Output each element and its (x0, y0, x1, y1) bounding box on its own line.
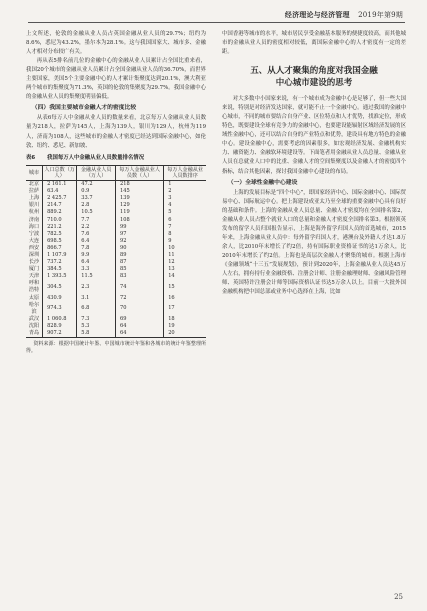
city-cell: 沈阳 (26, 323, 43, 330)
value-cell: 782.5 (43, 231, 77, 238)
table-row (26, 209, 206, 216)
city-cell: 济南 (26, 217, 43, 224)
table-row (26, 316, 206, 323)
value-cell: 85 (116, 266, 164, 273)
value-cell: 70 (116, 302, 164, 316)
value-cell: 221.2 (43, 224, 77, 231)
value-cell: 72 (116, 295, 164, 302)
paragraph: 上海的发展目标是“四个中心”，即国家经济中心、国际金融中心、国际贸易中心、国际航运中心。把上海建设成亚太乃至全球的重要金融中心具有良好的基础和条件。上海的金融从业人员总量、金融人才密度均在全国排名第2，金融从业人员占整个就业人口的总量和金融人才密度全国排名第3。根据领英发布的留学人员归国报告显示，上海是海外留学归国人员的首选城市，2015年来，上海金融从业人员中：每外留学归国人才，港澳台及外籍人才达1.8万余人，比2010年末增长了约2倍，持有国际职业资格证书的达1万余人，比2010年末增长了约2倍。上海也是高层次金融人才聚集的城市。根据上海市《金融领域“十三五”发展规划》，预计到2020年，上海金融从业人员达45万人左右，拥有持行业金融资格、注册会计师、注册金融理财师、金融风险管理师、英国特许注册会计师等国际资格认证书达5万余人以上。目前一大批外国金融机构把中国总部或业务中心选择在上海，比如 (222, 189, 406, 296)
value-cell: 5.8 (77, 330, 116, 338)
value-cell: 384.5 (43, 266, 77, 273)
value-cell: 47.2 (77, 181, 116, 189)
table-source-note: 资料来源：根据中国统计年鉴、中国城市统计年鉴和各城市的统计年鉴整理所得。 (26, 341, 206, 355)
value-cell: 20 (164, 330, 206, 338)
city-cell: 深圳 (26, 252, 43, 259)
value-cell: 7.3 (77, 316, 116, 323)
running-head (285, 10, 403, 20)
value-cell: 5.3 (77, 323, 116, 330)
value-cell: 89 (116, 252, 164, 259)
city-cell: 武汉 (26, 316, 43, 323)
column-header: 金融从业人员（万人） (77, 165, 116, 180)
value-cell: 69 (116, 316, 164, 323)
value-cell: 304.5 (43, 280, 77, 294)
section-title-line: 五、从人才聚集的角度对我国金融 (250, 66, 378, 77)
right-column (222, 30, 406, 297)
value-cell: 17 (168, 305, 175, 312)
value-cell: 8 (168, 230, 172, 237)
value-cell: 6.8 (77, 302, 116, 316)
city-cell: 太原 (26, 295, 43, 302)
value-cell: 16 (168, 294, 175, 301)
column-header: 每万人金融从业人员数（人） (116, 165, 164, 180)
value-cell: 3 (168, 195, 172, 202)
city-cell: 拉萨 (26, 188, 43, 195)
value-cell: 145 (116, 188, 164, 195)
header-rule (28, 22, 405, 23)
value-cell: 2 425.7 (43, 195, 77, 202)
table-caption (26, 154, 206, 163)
value-cell: 11 (168, 252, 175, 258)
value-cell: 9.9 (77, 252, 116, 259)
value-cell: 13 (168, 266, 175, 273)
value-cell: 10.5 (77, 209, 116, 216)
value-cell: 6.4 (77, 238, 116, 245)
value-cell: 828.9 (43, 323, 77, 330)
value-cell: 18 (168, 315, 175, 322)
column-header: 人口总数（万人） (44, 166, 75, 179)
value-cell: 108 (116, 217, 164, 224)
table-number: 表6 (26, 154, 36, 161)
value-cell: 907.2 (43, 330, 77, 338)
value-cell: 218 (116, 181, 164, 189)
value-cell: 139 (116, 195, 164, 202)
city-cell: 青岛 (26, 330, 43, 338)
value-cell: 889.2 (43, 209, 77, 216)
value-cell: 90 (116, 245, 164, 252)
table-row (26, 252, 206, 259)
subsection-heading: （一）全球性金融中心建设 (227, 179, 298, 186)
table-row (26, 202, 206, 209)
value-cell: 6 (168, 216, 172, 223)
table-row (26, 181, 206, 189)
value-cell: 2.2 (77, 224, 116, 231)
value-cell: 698.5 (43, 238, 77, 245)
table-row (26, 231, 206, 238)
section-title (222, 65, 406, 89)
value-cell: 12 (168, 259, 175, 266)
value-cell: 430.9 (43, 295, 77, 302)
paragraph: 上文所述，伦敦的金融从业人员占英国金融从业人员的29.7%；纽约为8.6%，悉尼为43.2%，墨尔本为28.1%。这与我国国家大、城市多、金融人才相对分布较广有关。 (26, 31, 206, 56)
city-cell: 海口 (26, 224, 43, 231)
value-cell: 1 107.9 (43, 252, 77, 259)
issue-label: 2019年第9期 (358, 11, 403, 19)
value-cell: 7 (168, 223, 172, 230)
value-cell: 99 (116, 224, 164, 231)
value-cell: 2 161.1 (43, 181, 77, 189)
city-cell: 北京 (26, 181, 43, 189)
value-cell: 87 (116, 259, 164, 266)
city-cell: 杭州 (26, 209, 43, 216)
value-cell: 7.8 (77, 245, 116, 252)
table-row (26, 238, 206, 245)
table-row (26, 323, 206, 330)
city-cell: 宁波 (26, 231, 43, 238)
table-row (26, 195, 206, 202)
city-cell: 上海 (26, 195, 43, 202)
table-body (26, 181, 206, 338)
table-row (26, 188, 206, 195)
value-cell: 63.4 (43, 188, 77, 195)
finance-staff-table (26, 165, 206, 338)
value-cell: 7.7 (77, 217, 116, 224)
value-cell: 4 (168, 202, 172, 209)
left-column (26, 30, 206, 355)
value-cell: 92 (116, 238, 164, 245)
paragraph: 再从表5排名前几位的金融中心的金融从业人员累计占全国比重来看，我国20个城市的金融从业人员累计占全国金融从业人员的36.70%，而世界主要国家，美国5个主要金融中心的人才累计集聚度达到20.1%，澳大利亚两个城市的集聚度为71.3%，英国的伦敦的集聚度为29.7%。我国金融中心的金融从业人员的集聚度明显偏低。 (26, 58, 206, 101)
column-header: 城市 (26, 165, 43, 180)
value-cell: 7.6 (77, 231, 116, 238)
city-cell: 大连 (26, 238, 43, 245)
value-cell: 64 (116, 323, 164, 330)
value-cell: 64 (116, 330, 164, 338)
city-cell: 长沙 (26, 259, 43, 266)
value-cell: 1 060.8 (43, 316, 77, 323)
city-cell: 西安 (26, 245, 43, 252)
value-cell: 97 (116, 231, 164, 238)
value-cell: 1 393.5 (43, 273, 77, 280)
value-cell: 10 (168, 244, 175, 251)
table-row (26, 280, 206, 294)
value-cell: 710.0 (43, 217, 77, 224)
city-cell: 厦门 (26, 266, 43, 273)
journal-name: 经济理论与经济管理 (284, 10, 350, 19)
value-cell: 0.9 (77, 188, 116, 195)
value-cell: 866.7 (43, 245, 77, 252)
value-cell: 9 (168, 237, 172, 244)
value-cell: 6.4 (77, 259, 116, 266)
table-header-row (26, 165, 206, 180)
table-row (26, 266, 206, 273)
table-row (26, 245, 206, 252)
page-number: 25 (394, 593, 403, 601)
value-cell: 119 (116, 209, 164, 216)
value-cell: 5 (168, 209, 172, 216)
table-row (26, 217, 206, 224)
value-cell: 214.7 (43, 202, 77, 209)
table-row (26, 302, 206, 316)
city-cell: 呼和浩特 (26, 280, 43, 294)
column-header: 每万人金融从业人员数排序 (164, 165, 206, 180)
city-cell: 银川 (26, 202, 43, 209)
table-row (26, 330, 206, 338)
paragraph: 中国香港等城市的水平，城市居民享受金融基本服务的便捷度较高，而其他城市的金融从业人员的密度相对较低，离国际金融中心的人才密度有一定的差距。 (222, 31, 406, 56)
value-cell: 1 (168, 181, 172, 188)
value-cell: 2 (168, 188, 172, 195)
city-cell: 天津 (26, 273, 43, 280)
section-title-line: 中心城市建设的思考 (275, 78, 353, 89)
value-cell: 3.3 (77, 266, 116, 273)
value-cell: 11.5 (77, 273, 116, 280)
value-cell: 2.3 (77, 280, 116, 294)
value-cell: 83 (116, 273, 164, 280)
value-cell: 974.3 (43, 302, 77, 316)
value-cell: 15 (168, 283, 175, 290)
paragraph: 从表6每万人中金融从业人员的数量来看，北京每万人金融从业人员数量为218人，拉萨为145人，上海为139人，银川为129人，杭州为119人，济南为108人，这些城市的金融人才密度已经达到国际金融中心，如伦敦、纽约、悉尼、新加坡、 (26, 115, 206, 149)
city-cell: 哈尔滨 (26, 302, 43, 316)
paragraph: 对大多数中小国家来说，有一个城市成为金融中心是足够了，但一些大国来说，特别是对经济发达国家，就可能不止一个金融中心。通过我国的金融中心城市，不同的城市要结合自身产业、区位特点和人才优势，找准定位，形成特色，既要建设全球有竞争力的金融中心，也要建设能辐射区域经济发展的区域性金融中心，还可以结合自身的产业特点和优势，建设具有地方特色的金融中心。建设金融中心，需要考虑的因素很多，如宏观经济发展、金融机构实力、融资能力、金融软环境建设等。下面笔者用金融从业人员总量、金融从业人员在总就业人口中的比重、金融人才的空间集聚度以及金融人才的密度四个指标，结合其他因素，探讨我国金融中心建设的布局。 (222, 96, 406, 175)
table-row (26, 273, 206, 280)
value-cell: 74 (116, 280, 164, 294)
subsection-heading: （四）我国主要城市金融人才的密度比较 (31, 105, 137, 112)
value-cell: 14 (168, 273, 175, 280)
value-cell: 19 (168, 322, 175, 329)
value-cell: 129 (116, 202, 164, 209)
value-cell: 2.8 (77, 202, 116, 209)
value-cell: 3.1 (77, 295, 116, 302)
table-title: 我国每万人中金融从业人员数量排名情况 (47, 154, 145, 161)
table-row (26, 259, 206, 266)
table-row (26, 295, 206, 302)
value-cell: 737.2 (43, 259, 77, 266)
value-cell: 33.7 (77, 195, 116, 202)
table-row (26, 224, 206, 231)
